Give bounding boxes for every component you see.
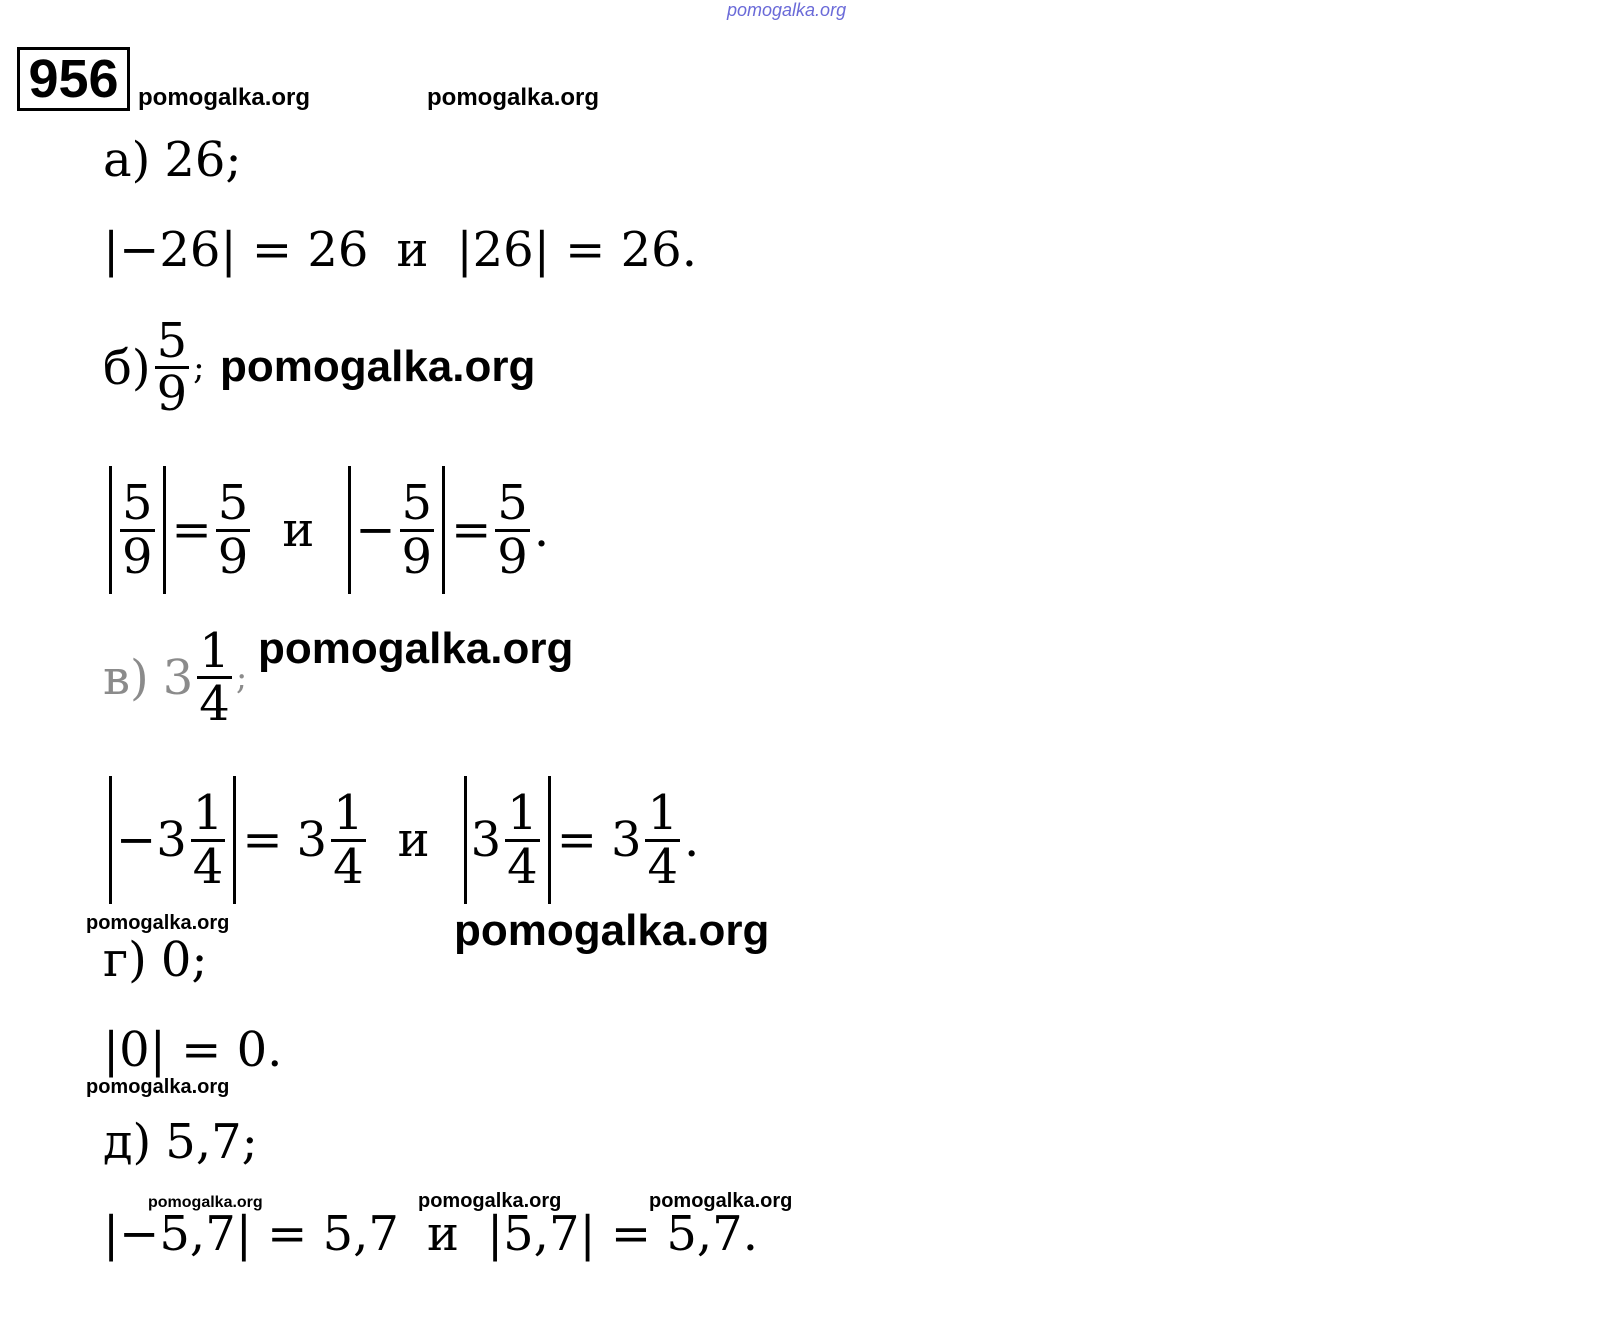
period: . <box>684 812 700 868</box>
part-b-label: б) <box>103 339 151 396</box>
watermark: pomogalka.org <box>418 1190 562 1212</box>
watermark: pomogalka.org <box>86 1076 230 1098</box>
part-c-equation <box>103 776 699 904</box>
fraction: $\frac{1}{4}$ <box>647 785 679 895</box>
part-d-header <box>103 932 208 988</box>
part-a-eq-rhs: |26| = 26. <box>456 222 697 278</box>
part-c-label: в) <box>103 649 149 706</box>
equals-sign: = <box>171 502 212 558</box>
part-b-equation <box>103 466 549 594</box>
absolute-value: $\frac{5}{9}$ <box>109 466 166 594</box>
part-e-eq-lhs: |−5,7| = 5,7 <box>103 1206 399 1262</box>
part-e-value: 5,7; <box>165 1114 258 1170</box>
absolute-value: − 3 $\frac{1}{4}$ <box>109 776 236 904</box>
part-b-semicolon: ; <box>193 347 205 388</box>
watermark: pomogalka.org <box>454 906 770 955</box>
fraction: $\frac{1}{4}$ <box>199 623 230 733</box>
part-e-header <box>103 1114 258 1170</box>
watermark: pomogalka.org <box>86 912 230 934</box>
part-b-conj: и <box>282 502 315 558</box>
part-a-value: 26; <box>164 132 242 188</box>
part-a-equation <box>103 222 697 278</box>
part-e-eq-rhs: |5,7| = 5,7. <box>486 1206 758 1262</box>
part-a-conj: и <box>396 222 429 278</box>
part-a-eq-lhs: |−26| = 26 <box>103 222 369 278</box>
equals-sign: = <box>242 812 283 868</box>
equals-sign: = <box>451 502 492 558</box>
fraction: $\frac{5}{9}$ <box>156 313 188 423</box>
fraction: $\frac{5}{9}$ <box>217 475 249 585</box>
part-d-value: 0; <box>160 932 208 988</box>
part-e-equation <box>103 1206 758 1262</box>
absolute-value: 3 $\frac{1}{4}$ <box>464 776 551 904</box>
watermark: pomogalka.org <box>138 84 311 111</box>
watermark: pomogalka.org <box>427 84 600 111</box>
period: . <box>533 502 550 558</box>
part-d-eq: |0| = 0. <box>103 1022 283 1078</box>
part-d-equation <box>103 1022 282 1078</box>
watermark: pomogalka.org <box>220 342 536 391</box>
watermark: pomogalka.org <box>258 624 574 673</box>
part-c-conj: и <box>397 812 430 868</box>
part-a-label: а) <box>103 132 151 188</box>
whole-part: 3 <box>296 812 328 868</box>
part-e-conj: и <box>426 1206 459 1262</box>
problem-number-box: 956 <box>17 47 130 111</box>
absolute-value: − $\frac{5}{9}$ <box>348 466 445 594</box>
part-c-semicolon: ; <box>235 657 248 698</box>
part-d-label: г) <box>103 932 147 988</box>
watermark: pomogalka.org <box>649 1190 793 1212</box>
part-e-label: д) <box>103 1114 152 1170</box>
equals-sign: = <box>556 812 597 868</box>
part-b-header <box>103 313 205 423</box>
part-a-header <box>103 132 242 188</box>
fraction: $\frac{5}{9}$ <box>497 475 528 585</box>
part-c-whole: 3 <box>162 649 194 706</box>
part-c-header <box>103 623 248 733</box>
site-watermark-top: pomogalka.org <box>727 0 847 20</box>
whole-part: 3 <box>610 812 642 868</box>
fraction: $\frac{1}{4}$ <box>333 785 364 895</box>
watermark: pomogalka.org <box>148 1194 263 1211</box>
